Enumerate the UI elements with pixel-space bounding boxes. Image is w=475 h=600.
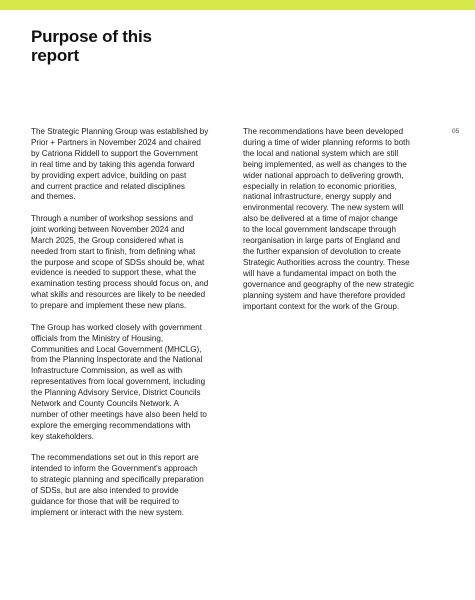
paragraph: The recommendations have been developed during a time of wider planning reforms to both the local and national system which are still being implemented, as well as changes to the wider national approach to delivering growth, especially in relation to economic priorities, national infrastructure, energy supply and environmental recovery. The new system will also be delivered at a time of major change to the local government landscape through reorganisation in large parts of England and the further expansion of devolution to create Strategic Authorities across the country. These will have a fundamental impact on both the governance and geography of the new strategic planning system and have therefore provided important context for the work of the Group. (243, 127, 414, 311)
right-text-column (243, 127, 443, 323)
page-number: 05 (452, 128, 460, 135)
page-title: Purpose of this report (31, 27, 152, 65)
accent-bar (0, 0, 475, 10)
left-text-column (31, 127, 231, 529)
paragraph: The Strategic Planning Group was established by Prior + Partners in November 2024 and chaired by Catriona Riddell to support the Government in real time and by taking this agenda forward by providing expert advice, building on past and current practice and related disciplines and themes. (31, 127, 209, 202)
paragraph: Through a number of workshop sessions and joint working between November 2024 and March 2025, the Group considered what is needed from start to finish, from defining what the purpose and scope of SDSs should be, what evidence is needed to support these, what the examination testing process should focus on, and what skills and resources are likely to be needed to prepare and implement these new plans. (31, 213, 209, 311)
paragraph: The recommendations set out in this report are intended to inform the Government's approach to strategic planning and specifically preparation of SDSs, but are also intended to provide guidance for those that will be required to implement or interact with the new system. (31, 453, 204, 517)
paragraph: The Group has worked closely with government officials from the Ministry of Housing, Communities and Local Government (MHCLG), from the Planning Inspectorate and the National Infrastructure Commission, as well as with representatives from local government, including the Planning Advisory Service, District Councils Network and County Councils Network. A number of other meetings have also been held to explore the emerging recommendations with key stakeholders. (31, 322, 207, 441)
